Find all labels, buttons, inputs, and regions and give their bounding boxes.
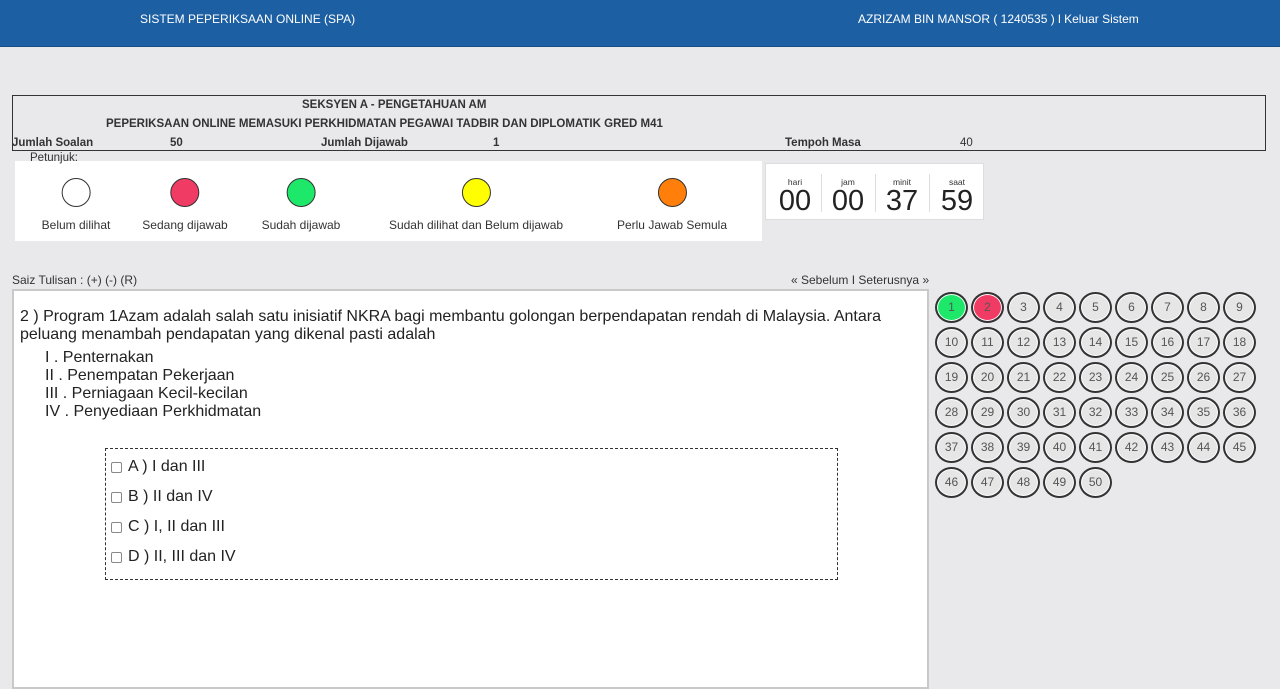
question-nav-button[interactable]: 16 — [1151, 327, 1184, 358]
option-d-checkbox[interactable] — [111, 552, 122, 563]
font-size-label: Saiz Tulisan : — [12, 273, 84, 287]
question-nav-button[interactable]: 38 — [971, 432, 1004, 463]
question-nav-button[interactable]: 46 — [935, 467, 968, 498]
timer-minutes-label: minit — [893, 177, 911, 187]
timer-seconds-label: saat — [948, 177, 966, 187]
legend-caption: Petunjuk: — [30, 152, 78, 164]
timer-hours-value: 00 — [831, 185, 865, 217]
timer-days — [770, 164, 820, 215]
question-nav-button[interactable]: 14 — [1079, 327, 1112, 358]
previous-link[interactable]: « Sebelum — [791, 273, 849, 287]
timer-divider — [875, 174, 876, 212]
legend-label: Sudah dijawab — [261, 218, 341, 232]
question-pager — [791, 273, 929, 287]
countdown-timer — [765, 163, 984, 220]
legend-dot-seen-unanswered — [462, 178, 491, 207]
font-reset-button[interactable]: (R) — [120, 273, 138, 287]
option-b-label: B ) II dan IV — [128, 488, 213, 505]
question-nav-button[interactable]: 7 — [1151, 292, 1184, 323]
font-increase-button[interactable]: (+) — [86, 273, 102, 287]
question-nav-button[interactable]: 15 — [1115, 327, 1148, 358]
statement-list — [45, 349, 261, 421]
option-d[interactable] — [111, 548, 236, 566]
question-text: 2 ) Program 1Azam adalah salah satu inisiatif NKRA bagi membantu golongan berpendapatan rendah di Malaysia. Antara peluang menambah pendapatan yang dikenal pasti adalah — [20, 308, 881, 343]
legend-dot-answered — [286, 178, 315, 207]
timer-days-value: 00 — [778, 185, 812, 217]
legend-item-reanswer — [617, 178, 727, 232]
question-nav-button[interactable]: 2 — [971, 292, 1004, 323]
question-nav-button[interactable]: 4 — [1043, 292, 1076, 323]
question-nav-button[interactable]: 45 — [1223, 432, 1256, 463]
question-nav-button[interactable]: 19 — [935, 362, 968, 393]
question-nav-button[interactable]: 13 — [1043, 327, 1076, 358]
timer-seconds — [932, 164, 982, 215]
answered-value: 1 — [493, 137, 500, 149]
top-bar — [0, 0, 1280, 47]
option-c-checkbox[interactable] — [111, 522, 122, 533]
question-nav-button[interactable]: 50 — [1079, 467, 1112, 498]
question-nav-button[interactable]: 25 — [1151, 362, 1184, 393]
option-a[interactable] — [111, 458, 205, 476]
legend — [15, 161, 762, 241]
question-nav-button[interactable]: 34 — [1151, 397, 1184, 428]
answered-label: Jumlah Dijawab — [321, 137, 408, 149]
legend-label: Sedang dijawab — [142, 218, 228, 232]
question-nav-button[interactable]: 12 — [1007, 327, 1040, 358]
question-nav-button[interactable]: 5 — [1079, 292, 1112, 323]
question-nav-button[interactable]: 40 — [1043, 432, 1076, 463]
legend-label: Sudah dilihat dan Belum dijawab — [388, 218, 564, 232]
user-separator: I — [1057, 12, 1062, 26]
legend-dot-unseen — [61, 178, 90, 207]
logout-link[interactable]: Keluar Sistem — [1064, 12, 1139, 26]
question-nav-button[interactable]: 47 — [971, 467, 1004, 498]
font-size-controls — [12, 273, 137, 287]
question-nav-button[interactable]: 17 — [1187, 327, 1220, 358]
question-nav-button[interactable]: 43 — [1151, 432, 1184, 463]
question-nav-button[interactable]: 29 — [971, 397, 1004, 428]
question-nav-button[interactable]: 49 — [1043, 467, 1076, 498]
question-nav-button[interactable]: 26 — [1187, 362, 1220, 393]
legend-item-seen-unanswered — [389, 178, 563, 232]
answer-options — [105, 448, 838, 580]
legend-label: Belum dilihat — [41, 218, 111, 232]
question-nav-button[interactable]: 24 — [1115, 362, 1148, 393]
question-nav-button[interactable]: 11 — [971, 327, 1004, 358]
pager-separator: I — [851, 273, 856, 287]
section-title: SEKSYEN A - PENGETAHUAN AM — [302, 99, 487, 111]
question-nav-button[interactable]: 20 — [971, 362, 1004, 393]
statement-item: II . Penempatan Pekerjaan — [45, 367, 235, 384]
question-nav-button[interactable]: 32 — [1079, 397, 1112, 428]
user-area — [858, 12, 1139, 26]
statement-item: IV . Penyediaan Perkhidmatan — [45, 403, 262, 420]
question-nav-button[interactable]: 22 — [1043, 362, 1076, 393]
option-d-label: D ) II, III dan IV — [128, 548, 236, 565]
question-nav-button[interactable]: 8 — [1187, 292, 1220, 323]
question-nav-button[interactable]: 9 — [1223, 292, 1256, 323]
next-link[interactable]: Seterusnya » — [858, 273, 930, 287]
question-nav-button[interactable]: 10 — [935, 327, 968, 358]
timer-hours — [823, 164, 873, 215]
duration-value: 40 — [960, 137, 973, 149]
legend-dot-reanswer — [658, 178, 687, 207]
legend-item-answering — [142, 178, 227, 232]
option-c-label: C ) I, II dan III — [128, 518, 225, 535]
duration-label: Tempoh Masa — [785, 137, 861, 149]
question-nav-button[interactable]: 18 — [1223, 327, 1256, 358]
question-nav-button[interactable]: 3 — [1007, 292, 1040, 323]
question-nav-button[interactable]: 39 — [1007, 432, 1040, 463]
app-title: SISTEM PEPERIKSAAN ONLINE (SPA) — [140, 12, 356, 26]
question-nav-button[interactable]: 42 — [1115, 432, 1148, 463]
font-decrease-button[interactable]: (-) — [105, 273, 118, 287]
question-nav-button[interactable]: 37 — [935, 432, 968, 463]
statement-item: I . Penternakan — [45, 349, 154, 366]
question-nav-button[interactable]: 1 — [935, 292, 968, 323]
statement-item: III . Perniagaan Kecil-kecilan — [45, 385, 248, 402]
legend-label: Perlu Jawab Semula — [616, 218, 728, 232]
question-nav-button[interactable]: 33 — [1115, 397, 1148, 428]
question-nav-button[interactable]: 41 — [1079, 432, 1112, 463]
legend-dot-answering — [171, 178, 200, 207]
option-c[interactable] — [111, 518, 225, 536]
question-nav-button[interactable]: 27 — [1223, 362, 1256, 393]
timer-divider — [929, 174, 930, 212]
exam-header — [12, 95, 1266, 151]
question-nav-button[interactable]: 35 — [1187, 397, 1220, 428]
question-nav-button[interactable]: 44 — [1187, 432, 1220, 463]
question-nav-button[interactable]: 6 — [1115, 292, 1148, 323]
question-nav-button[interactable]: 48 — [1007, 467, 1040, 498]
timer-days-label: hari — [787, 177, 803, 187]
question-nav-button[interactable]: 23 — [1079, 362, 1112, 393]
option-a-checkbox[interactable] — [111, 462, 122, 473]
total-questions-value: 50 — [170, 137, 183, 149]
timer-minutes-value: 37 — [885, 185, 919, 217]
question-nav-button[interactable]: 21 — [1007, 362, 1040, 393]
legend-item-answered — [262, 178, 341, 232]
option-b-checkbox[interactable] — [111, 492, 122, 503]
total-questions-label: Jumlah Soalan — [12, 137, 94, 149]
exam-title: PEPERIKSAAN ONLINE MEMASUKI PERKHIDMATAN PEGAWAI TADBIR DAN DIPLOMATIK GRED M41 — [106, 118, 663, 130]
timer-minutes — [877, 164, 927, 215]
question-nav-button[interactable]: 30 — [1007, 397, 1040, 428]
timer-hours-label: jam — [841, 177, 855, 187]
question-nav-button[interactable]: 28 — [935, 397, 968, 428]
timer-divider — [821, 174, 822, 212]
option-a-label: A ) I dan III — [128, 458, 206, 475]
question-nav-button[interactable]: 36 — [1223, 397, 1256, 428]
user-name: AZRIZAM BIN MANSOR ( 1240535 ) — [858, 12, 1055, 26]
question-nav-button[interactable]: 31 — [1043, 397, 1076, 428]
question-panel — [12, 289, 929, 689]
legend-item-unseen — [42, 178, 111, 232]
option-b[interactable] — [111, 488, 212, 506]
timer-seconds-value: 59 — [940, 185, 974, 217]
